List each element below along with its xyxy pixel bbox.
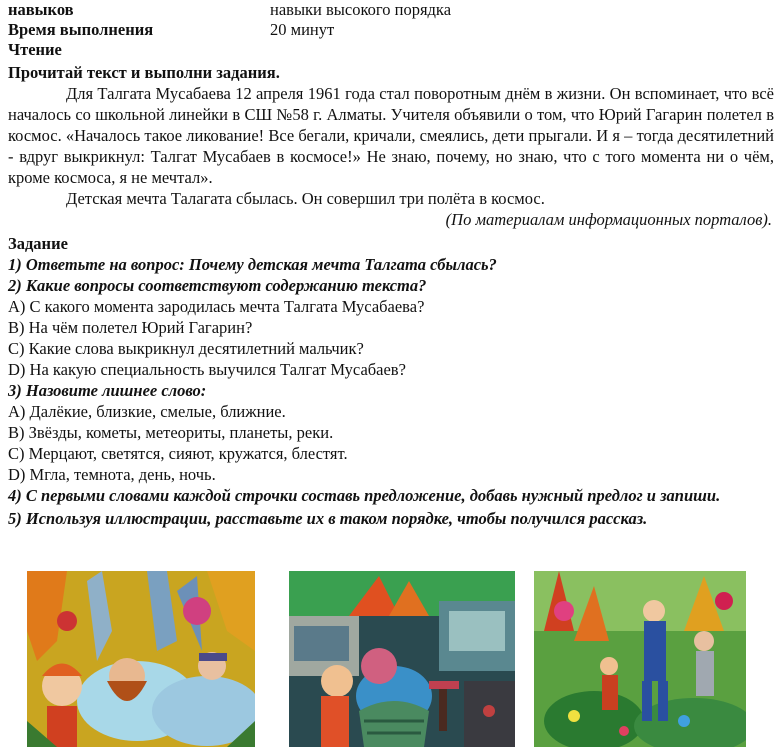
question-4: 4) С первыми словами каждой строчки составь предложение, добавь нужный предлог и запиши. (8, 486, 721, 505)
illustration-3-image (534, 571, 746, 747)
question-2-option-d: D) На какую специальность выучился Талгат Мусабаев? (8, 360, 406, 379)
question-2-option-b: B) На чём полетел Юрий Гагарин? (8, 318, 253, 337)
worksheet (8, 0, 774, 529)
illustration-1 (27, 571, 255, 747)
question-3-option-c: C) Мерцают, светятся, сияют, кружатся, блестят. (8, 444, 348, 463)
tasks-heading: Задание (8, 234, 68, 253)
time-label: Время выполнения (8, 20, 154, 39)
illustration-2-image (289, 571, 515, 747)
question-3-option-a: A) Далёкие, близкие, смелые, ближние. (8, 402, 286, 421)
question-5: 5) Используя иллюстрации, расставьте их в таком порядке, чтобы получился рассказ. (8, 509, 648, 528)
text-paragraph-1: Для Талгата Мусабаева 12 апреля 1961 года стал поворотным днём в жизни. Он вспоминает, что всё началось со школьной линейки в СШ №58 г. Алматы. Учителя объявили о том, что Юрий Гагарин полетел в космос. «Началось такое ликование! Все бегали, кричали, смеялись, дети прыгали. И я – тогда десятилетний - вдруг выкрикнул: Талгат Мусабаев в космосе!» Не знаю, почему, но знаю, что с того момента ни о чём, кроме космоса, я не мечтал». (8, 84, 774, 187)
skills-row (8, 0, 774, 20)
illustration-2 (289, 571, 515, 747)
illustration-1-image (27, 571, 255, 747)
time-row (8, 20, 774, 40)
text-paragraph-2: Детская мечта Талагата сбылась. Он совершил три полёта в космос. (66, 189, 545, 208)
question-3-option-d: D) Мгла, темнота, день, ночь. (8, 465, 216, 484)
skills-value: навыки высокого порядка (270, 0, 452, 19)
question-1: 1) Ответьте на вопрос: Почему детская мечта Талгата сбылась? (8, 255, 497, 274)
illustration-3 (534, 571, 746, 747)
question-2-option-a: A) С какого момента зародилась мечта Талгата Мусабаева? (8, 297, 425, 316)
instruction: Прочитай текст и выполни задания. (8, 63, 280, 82)
question-2: 2) Какие вопросы соответствуют содержанию текста? (8, 276, 427, 295)
question-3: 3) Назовите лишнее слово: (8, 381, 207, 400)
section-reading: Чтение (8, 40, 62, 59)
illustrations-strip (0, 571, 778, 747)
question-2-option-c: C) Какие слова выкрикнул десятилетний мальчик? (8, 339, 364, 358)
skills-label: навыков (8, 0, 74, 19)
time-value: 20 минут (270, 20, 335, 39)
question-3-option-b: B) Звёзды, кометы, метеориты, планеты, реки. (8, 423, 334, 442)
source-citation: (По материалам информационных порталов). (445, 210, 772, 229)
